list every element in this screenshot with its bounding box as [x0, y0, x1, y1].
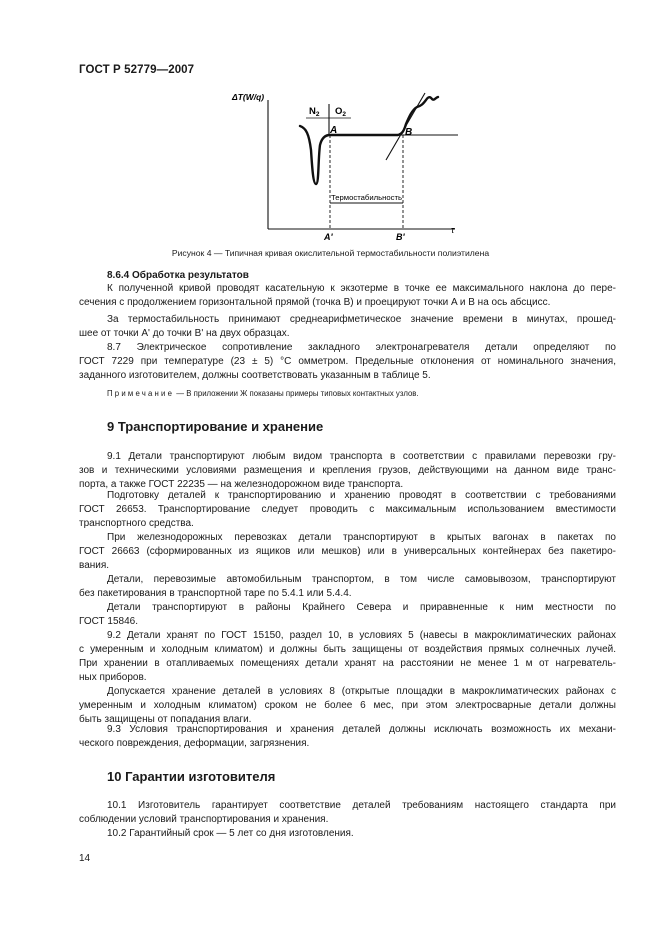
section-10-title: 10 Гарантии изготовителя: [107, 769, 276, 784]
text-line: ческого повреждения, деформации, загрязнения.: [79, 738, 310, 750]
s9-paragraph-3: [79, 531, 616, 573]
text-line: заданного изготовителем, должны соответствовать указанным в таблице 5.: [79, 370, 431, 382]
section-8-6-4-title: 8.6.4 Обработка результатов: [107, 270, 249, 281]
n2-label: $N_2$: [309, 106, 320, 118]
text-line: сечения с продолжением горизонтальной прямой (точка B) и проецируют точки A и B на ось абсцисс.: [79, 297, 551, 309]
section-8-6-4-paragraph-1: [79, 282, 616, 310]
y-axis-label: ΔT(W/q): [232, 92, 265, 102]
text-line: ГОСТ 26663 (сформированных из ящиков или мешков) или в универсальных контейнерах без пакетиро-: [79, 546, 616, 558]
text-line: 9.2 Детали хранят по ГОСТ 15150, раздел 10, в условиях 5 (навесы в макроклиматических районах: [107, 630, 616, 641]
text-line: При железнодорожных перевозках детали транспортируют в крытых вагонах в пакетах по: [107, 532, 616, 543]
note: [107, 389, 419, 398]
text-line: транспортного средства.: [79, 518, 194, 530]
note-label: Примечание: [107, 389, 175, 398]
text-line: зов и техническими условиями размещения и крепления грузов, действующими на данном виде транс-: [79, 465, 616, 477]
text-line: 10.2 Гарантийный срок — 5 лет со дня изготовления.: [107, 828, 354, 839]
s9-paragraph-7: [79, 685, 616, 727]
text-line: Детали транспортируют в районы Крайнего Севера и приравненные к ним местности по: [107, 602, 616, 613]
s9-paragraph-5: [79, 601, 616, 629]
text-line: ных приборов.: [79, 672, 147, 684]
text-line: ГОСТ 7229 при температуре (23 ± 5) °С омметром. Предельные отклонения от номинального значения,: [79, 356, 616, 368]
x-axis-label: τ: [451, 225, 455, 235]
text-line: Допускается хранение деталей в условиях 8 (открытые площадки в макроклиматических районах с: [107, 686, 616, 697]
text-line: 9.3 Условия транспортирования и хранения деталей должны исключать возможность их механи-: [107, 724, 616, 735]
point-b-prime-label: B': [396, 232, 405, 240]
point-a-label: A: [330, 125, 338, 136]
s9-paragraph-6: [79, 629, 616, 685]
text-line: ГОСТ 26653. Транспортирование следует проводить с максимальным использованием вместимости: [79, 504, 616, 516]
s9-paragraph-8: [79, 723, 616, 751]
text-line: При хранении в отапливаемых помещениях детали хранят на расстоянии не менее 1 м от нагреватель-: [79, 658, 616, 670]
text-line: быть защищены от попадания влаги.: [79, 714, 252, 726]
text-line: К полученной кривой проводят касательную к экзотерме в точке ее максимального наклона до пере-: [107, 283, 616, 294]
page-number: 14: [79, 853, 91, 864]
o2-label: $O_2$: [335, 106, 347, 118]
interval-label: Термостабильность: [331, 195, 396, 202]
section-8-6-4-paragraph-2: [79, 313, 616, 341]
point-a-prime-label: A': [324, 232, 333, 240]
figure-caption: Рисунок 4 — Типичная кривая окислительной термостабильности полиэтилена: [171, 248, 490, 258]
s9-paragraph-2: [79, 489, 616, 531]
text-line: 9.1 Детали транспортируют любым видом транспорта в соответствии с правилами перевозки гру-: [107, 451, 616, 462]
text-line: вания.: [79, 560, 110, 572]
text-line: ГОСТ 15846.: [79, 616, 138, 628]
text-line: с умеренным и холодным климатом) и должны быть защищены от воздействия прямых солнечных лучей.: [79, 644, 616, 656]
note-text: — В приложении Ж показаны примеры типовых контактных узлов.: [174, 389, 419, 398]
text-line: умеренным и холодным климатом) сроком не более 6 мес, при этом электросварные детали должны: [79, 700, 616, 712]
figure-4-diagram: [228, 88, 468, 240]
s10-paragraph-2: [79, 827, 616, 841]
text-line: Подготовку деталей к транспортированию и хранению проводят в соответствии с требованиями: [107, 490, 616, 501]
point-b-label: B: [405, 127, 413, 138]
text-line: шее от точки A' до точки B' на двух образцах.: [79, 328, 290, 340]
s9-paragraph-1: [79, 450, 616, 492]
section-8-7-paragraph: [79, 341, 616, 383]
text-line: без пакетирования в транспортной таре по 5.4.1 или 5.4.4.: [79, 588, 352, 600]
s9-paragraph-4: [79, 573, 616, 601]
text-line: Детали, перевозимые автомобильным транспортом, в том числе самовывозом, транспортируют: [107, 574, 616, 585]
dsc-curve: [300, 97, 438, 184]
standard-header: ГОСТ Р 52779—2007: [79, 64, 195, 76]
text-line: За термостабильность принимают среднеарифметическое значение времени в минутах, прошед-: [107, 314, 616, 325]
text-line: соблюдении условий транспортирования и хранения.: [79, 814, 329, 826]
section-9-title: 9 Транспортирование и хранение: [107, 419, 324, 434]
s10-paragraph-1: [79, 799, 616, 827]
text-line: 10.1 Изготовитель гарантирует соответствие деталей требованиям настоящего стандарта при: [107, 800, 616, 811]
text-line: 8.7 Электрическое сопротивление закладного электронагревателя детали определяют по: [107, 342, 616, 353]
text-line: порта, а также ГОСТ 22235 — на железнодорожном виде транспорта.: [79, 479, 404, 491]
